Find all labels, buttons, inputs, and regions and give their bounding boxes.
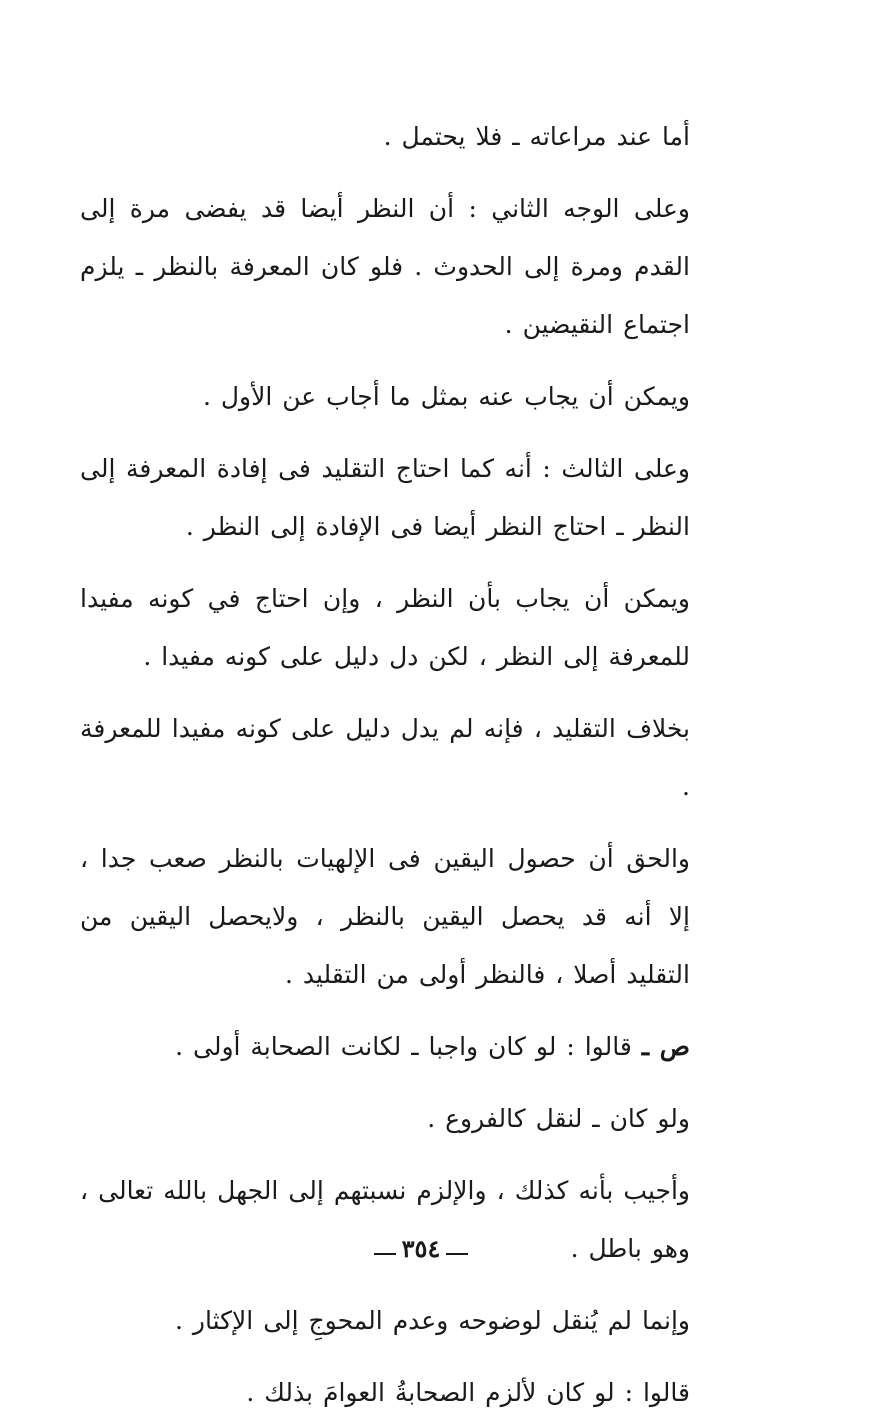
paragraph-6 [80,700,756,816]
section-marker: ص ـ [641,1032,690,1061]
paragraph-9-text: ولو كان ـ لنقل كالفروع . [427,1104,690,1133]
paragraph-12 [80,1364,756,1422]
paragraph-11-text: وإنما لم يُنقل لوضوحه وعدم المحوجِ إلى الإكثار . [175,1306,690,1335]
paragraph-1-text: أما عند مراعاته ـ فلا يحتمل . [383,122,690,151]
paragraph-5 [80,570,756,686]
paragraph-7-text: والحق أن حصول اليقين فى الإلهيات بالنظر صعب جدا ، إلا أنه قد يحصل اليقين بالنظر ، ولايحصل اليقين من التقليد أصلا ، فالنظر أولى من التقليد . [80,844,690,989]
paragraph-2 [80,180,756,354]
page-number-dash-right [374,1253,396,1255]
paragraph-4 [80,440,756,556]
paragraph-5-text: ويمكن أن يجاب بأن النظر ، وإن احتاج في كونه مفيدا للمعرفة إلى النظر ، لكن دل دليل على كونه مفيدا . [80,584,690,671]
body-text [80,108,756,1422]
paragraph-3-text: ويمكن أن يجاب عنه بمثل ما أجاب عن الأول . [202,382,690,411]
paragraph-9 [80,1090,756,1148]
page-number-dash-left [446,1253,468,1255]
paragraph-10-text: وأجيب بأنه كذلك ، والإلزم نسبتهم إلى الجهل بالله تعالى ، وهو باطل . [80,1176,690,1263]
paragraph-4-text: وعلى الثالث : أنه كما احتاج التقليد فى إفادة المعرفة إلى النظر ـ احتاج النظر أيضا فى الإفادة إلى النظر . [80,454,690,541]
paragraph-8 [80,1018,756,1076]
paragraph-7 [80,830,756,1004]
paragraph-6-text: بخلاف التقليد ، فإنه لم يدل دليل على كونه مفيدا للمعرفة . [80,714,690,801]
paragraph-8-text: قالوا : لو كان واجبا ـ لكانت الصحابة أولى . [175,1032,632,1061]
paragraph-1 [80,108,756,166]
paragraph-11 [80,1292,756,1350]
paragraph-12-text: قالوا : لو كان لألزم الصحابةُ العوامَ بذلك . [246,1378,690,1407]
page-number [0,1234,842,1264]
paragraph-2-text: وعلى الوجه الثاني : أن النظر أيضا قد يفضى مرة إلى القدم ومرة إلى الحدوث . فلو كان المعرفة بالنظر ـ يلزم اجتماع النقيضين . [80,194,690,339]
page-number-value: ٣٥٤ [401,1234,441,1263]
paragraph-3 [80,368,756,426]
